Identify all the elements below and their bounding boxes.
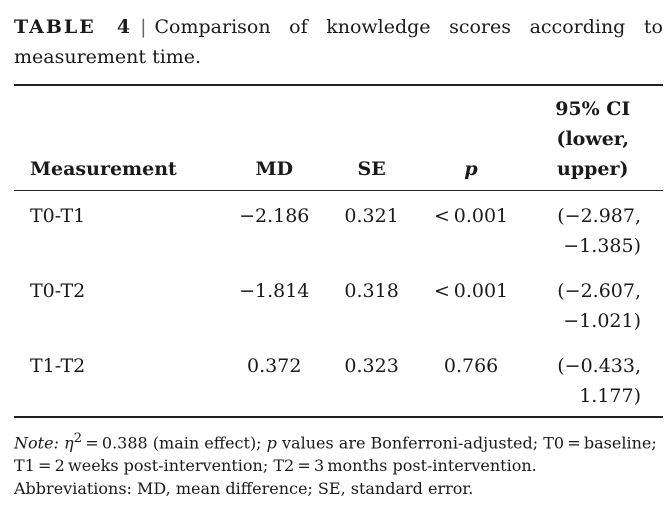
table-note bbox=[14, 427, 663, 500]
header-row bbox=[14, 85, 663, 191]
table-row bbox=[14, 191, 663, 267]
header-p: p bbox=[464, 158, 478, 180]
cell-se: 0.321 bbox=[344, 205, 399, 227]
cell-p: < 0.001 bbox=[434, 205, 509, 227]
eta-symbol: η bbox=[64, 433, 74, 453]
table-label: TABLE 4 bbox=[14, 16, 133, 38]
note-line-3: Abbreviations: MD, mean difference; SE, standard error. bbox=[14, 479, 474, 499]
note-p-symbol: p bbox=[266, 433, 277, 453]
header-ci-line-3: upper) bbox=[557, 158, 629, 180]
header-md: MD bbox=[255, 158, 293, 180]
header-measurement: Measurement bbox=[30, 158, 177, 180]
cell-ci bbox=[523, 266, 664, 341]
cell-md: −1.814 bbox=[239, 280, 310, 302]
cell-p: 0.766 bbox=[443, 355, 499, 377]
cell-p: < 0.001 bbox=[434, 280, 509, 302]
eta-exponent: 2 bbox=[73, 431, 83, 446]
table-row bbox=[14, 266, 663, 341]
cell-se: 0.323 bbox=[344, 355, 399, 377]
cell-measurement: T0-T1 bbox=[30, 205, 86, 227]
note-line-2: T1 = 2 weeks post-intervention; T2 = 3 months post-intervention. bbox=[14, 456, 537, 476]
note-eta-value: = 0.388 (main effect); bbox=[82, 433, 262, 453]
cell-ci bbox=[523, 341, 664, 417]
cell-ci-lower: (−2.987, bbox=[557, 205, 641, 227]
table-figure bbox=[14, 12, 663, 500]
cell-ci-upper: −1.385) bbox=[563, 235, 641, 257]
cell-ci bbox=[523, 191, 664, 267]
cell-ci-upper: 1.177) bbox=[579, 385, 641, 407]
cell-ci-lower: (−0.433, bbox=[557, 355, 641, 377]
caption-text: Comparison of knowledge scores according to measurement time. bbox=[14, 16, 663, 68]
header-se: SE bbox=[357, 158, 386, 180]
header-ci-line-1: 95% CI bbox=[555, 98, 631, 120]
header-ci bbox=[523, 85, 664, 191]
cell-ci-lower: (−2.607, bbox=[557, 280, 641, 302]
cell-md: 0.372 bbox=[247, 355, 302, 377]
note-line-1 bbox=[14, 427, 663, 454]
cell-measurement: T0-T2 bbox=[30, 280, 86, 302]
table-header bbox=[14, 85, 663, 191]
table-body bbox=[14, 191, 663, 418]
caption-separator: | bbox=[140, 16, 147, 38]
cell-measurement: T1-T2 bbox=[30, 355, 86, 377]
table-caption bbox=[14, 12, 663, 72]
cell-ci-upper: −1.021) bbox=[563, 310, 641, 332]
header-ci-line-2: (lower, bbox=[556, 128, 630, 150]
note-label: Note: bbox=[14, 433, 59, 453]
cell-md: −2.186 bbox=[239, 205, 310, 227]
note-line-1-end: values are Bonferroni-adjusted; T0 = baseline; bbox=[282, 433, 657, 453]
table-row bbox=[14, 341, 663, 417]
cell-se: 0.318 bbox=[344, 280, 399, 302]
comparison-table bbox=[14, 84, 663, 418]
